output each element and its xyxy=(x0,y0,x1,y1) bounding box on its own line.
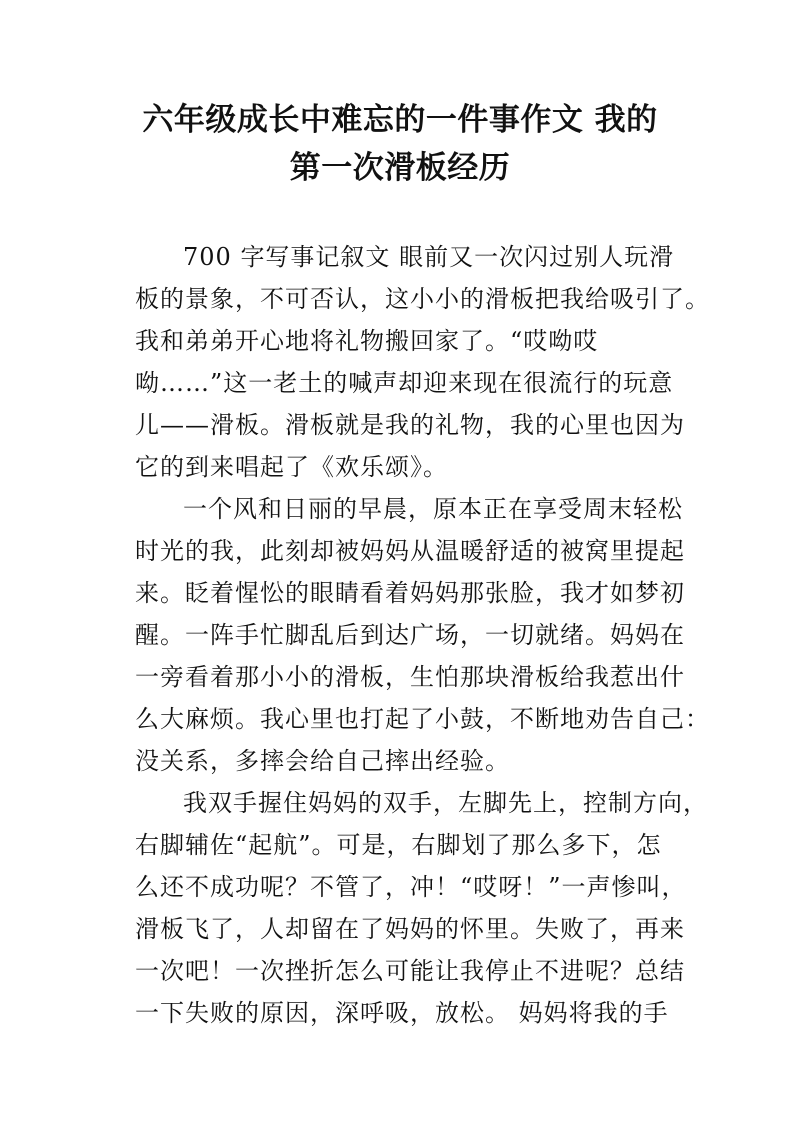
body-line: 么大麻烦。我心里也打起了小鼓，不断地劝告自己： xyxy=(135,705,710,733)
body-line: 来。眨着惺忪的眼睛看着妈妈那张脸，我才如梦初 xyxy=(135,579,685,607)
article-body xyxy=(135,236,710,1034)
body-line: 没关系，多摔会给自己摔出经验。 xyxy=(135,747,510,775)
body-line: 滑板飞了，人却留在了妈妈的怀里。失败了，再来 xyxy=(135,915,685,943)
title-line: 第一次滑板经历 xyxy=(289,150,511,186)
body-line: 它的到来唱起了《欢乐颂》。 xyxy=(135,453,448,481)
body-line: 一旁看着那小小的滑板，生怕那块滑板给我惹出什 xyxy=(135,663,685,691)
body-line: 一个风和日丽的早晨，原本正在享受周末轻松 xyxy=(183,495,683,523)
body-line: 一次吧！一次挫折怎么可能让我停止不进呢？总结 xyxy=(135,957,685,985)
body-line: 时光的我，此刻却被妈妈从温暖舒适的被窝里提起 xyxy=(135,537,685,565)
body-line: 700 字写事记叙文 眼前又一次闪过别人玩滑 xyxy=(183,243,675,271)
body-line: 右脚辅佐“起航”。可是，右脚划了那么多下，怎 xyxy=(135,831,662,859)
body-line: 我双手握住妈妈的双手，左脚先上，控制方向， xyxy=(183,789,708,817)
document-title xyxy=(120,96,680,192)
body-line: 我和弟弟开心地将礼物搬回家了。“哎呦哎 xyxy=(135,327,599,355)
body-line: 醒。一阵手忙脚乱后到达广场，一切就绪。妈妈在 xyxy=(135,621,685,649)
title-line: 六年级成长中难忘的一件事作文 我的 xyxy=(142,102,658,138)
body-line: 板的景象，不可否认，这小小的滑板把我给吸引了。 xyxy=(135,285,710,313)
body-line: 一下失败的原因，深呼吸，放松。 妈妈将我的手 xyxy=(135,999,669,1027)
body-line: 儿——滑板。滑板就是我的礼物，我的心里也因为 xyxy=(135,411,685,439)
body-line: 么还不成功呢？不管了，冲！“哎呀！”一声惨叫， xyxy=(135,873,687,901)
body-line: 呦……”这一老土的喊声却迎来现在很流行的玩意 xyxy=(135,369,674,397)
